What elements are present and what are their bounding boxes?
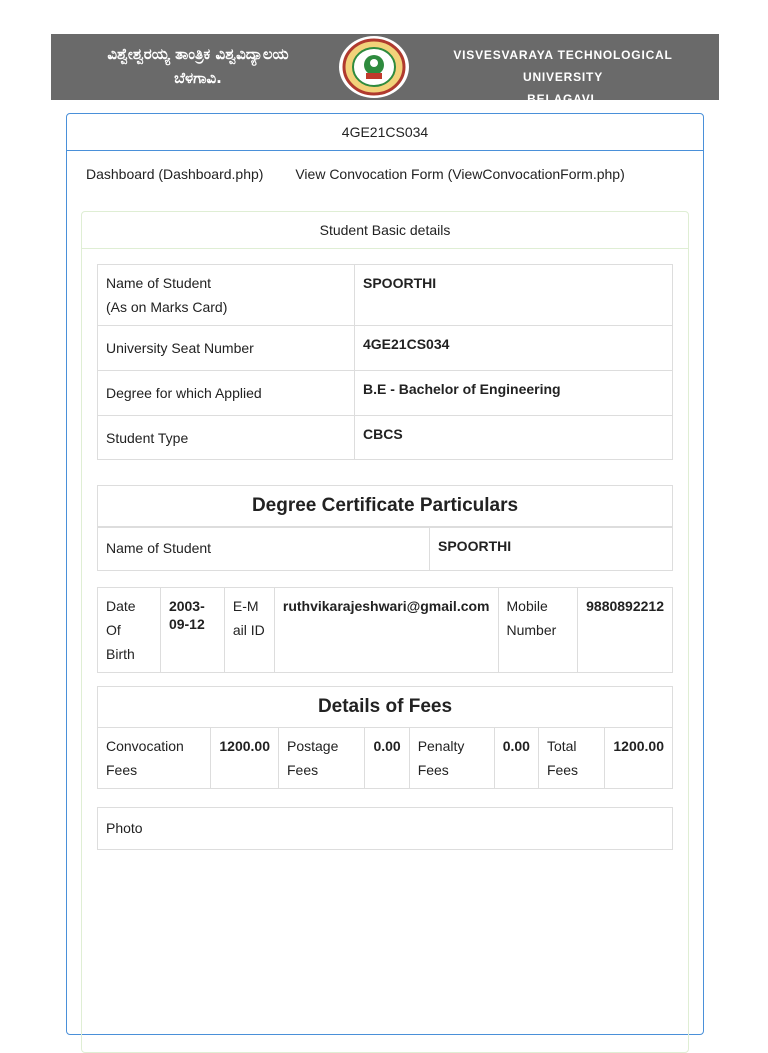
name-label: Name of Student (106, 275, 212, 291)
convocation-card (66, 113, 704, 1035)
panel-heading: Student Basic details (82, 212, 688, 249)
name-label-cell (98, 265, 355, 326)
nav-links (86, 166, 653, 182)
postage-fees-label: Postage Fees (278, 728, 364, 789)
fees-title: Details of Fees (97, 686, 673, 728)
mobile-value: 9880892212 (578, 588, 673, 673)
student-details-panel (81, 211, 689, 1053)
dob-value: 2003-09-12 (160, 588, 224, 673)
english-title (413, 44, 713, 110)
view-convocation-form-link[interactable]: View Convocation Form (ViewConvocationForm.php) (295, 166, 625, 182)
penalty-fees-value: 0.00 (494, 728, 538, 789)
degree-label: Degree for which Applied (98, 371, 355, 416)
degree-value: B.E - Bachelor of Engineering (355, 371, 673, 416)
kannada-line-1: ವಿಶ್ವೇಶ್ವರಯ್ಯ ತಾಂತ್ರಿಕ ವಿಶ್ವವಿದ್ಯಾಲಯ (107, 45, 289, 63)
dob-label: Date Of Birth (98, 588, 161, 673)
table-row (98, 528, 673, 571)
name-value: SPOORTHI (355, 265, 673, 326)
card-header-seat: 4GE21CS034 (67, 114, 703, 151)
total-fees-label: Total Fees (538, 728, 604, 789)
table-row (98, 265, 673, 326)
kannada-title (63, 42, 333, 90)
usn-label: University Seat Number (98, 326, 355, 371)
kannada-line-2: ಬೆಳಗಾವಿ. (174, 69, 222, 87)
table-row (98, 588, 673, 673)
certificate-title: Degree Certificate Particulars (97, 485, 673, 527)
table-row (98, 326, 673, 371)
cert-name-label: Name of Student (98, 528, 430, 571)
postage-fees-value: 0.00 (365, 728, 409, 789)
basic-details-table (97, 264, 673, 460)
table-row (98, 416, 673, 460)
total-fees-value: 1200.00 (605, 728, 673, 789)
student-type-label: Student Type (98, 416, 355, 460)
name-label-note: (As on Marks Card) (106, 299, 228, 315)
dashboard-link[interactable]: Dashboard (Dashboard.php) (86, 166, 264, 182)
convocation-fees-label: Convocation Fees (98, 728, 211, 789)
english-line-1: VISVESVARAYA TECHNOLOGICAL UNIVERSITY (453, 48, 673, 84)
convocation-fees-value: 1200.00 (211, 728, 279, 789)
fees-table (97, 727, 673, 789)
mobile-label: Mobile Number (498, 588, 578, 673)
table-row (98, 371, 673, 416)
university-logo-icon (338, 35, 410, 99)
university-banner (51, 34, 719, 106)
cert-name-value: SPOORTHI (430, 528, 673, 571)
penalty-fees-label: Penalty Fees (409, 728, 494, 789)
email-label: E-Mail ID (224, 588, 274, 673)
photo-label: Photo (98, 808, 673, 850)
certificate-name-table (97, 527, 673, 571)
english-line-2: BELAGAVI. (527, 92, 599, 106)
student-type-value: CBCS (355, 416, 673, 460)
usn-value: 4GE21CS034 (355, 326, 673, 371)
email-value: ruthvikarajeshwari@gmail.com (274, 588, 498, 673)
table-row (98, 728, 673, 789)
contact-table (97, 587, 673, 673)
photo-table (97, 807, 673, 850)
table-row (98, 808, 673, 850)
